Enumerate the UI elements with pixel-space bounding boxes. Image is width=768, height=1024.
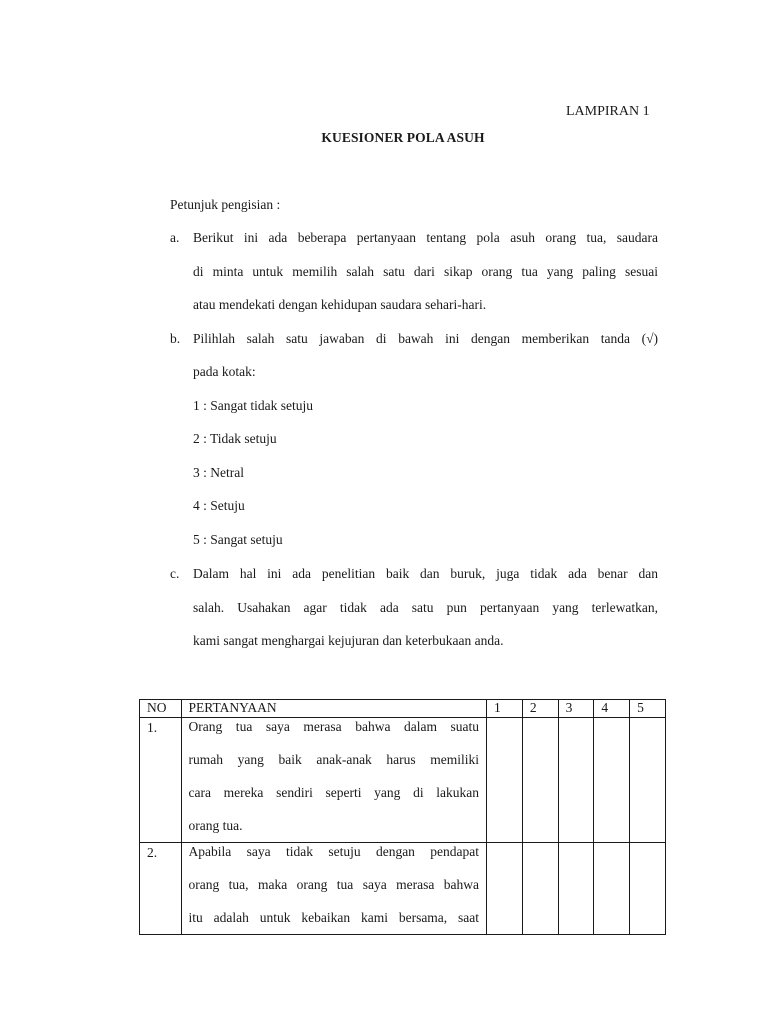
scale-item-2: 2 : Tidak setuju <box>193 431 277 446</box>
question-line: Apabila saya tidak setuju dengan pendapat <box>188 844 480 859</box>
scale-item-3: 3 : Netral <box>193 465 244 480</box>
row-number: 2. <box>140 843 182 935</box>
instruction-c-line-3: kami sangat menghargai kejujuran dan keterbukaan anda. <box>193 633 504 648</box>
header-scale-4: 4 <box>594 700 630 718</box>
answer-box-2[interactable] <box>522 718 558 843</box>
question-line: orang tua. <box>188 818 243 833</box>
questionnaire-table <box>139 699 666 935</box>
scale-item-1: 1 : Sangat tidak setuju <box>193 398 313 413</box>
instructions-heading: Petunjuk pengisian : <box>170 197 281 212</box>
instruction-a-line-1: Berikut ini ada beberapa pertanyaan tentang pola asuh orang tua, saudara <box>193 230 658 245</box>
table-row <box>140 718 666 843</box>
answer-box-3[interactable] <box>558 718 594 843</box>
answer-box-1[interactable] <box>487 843 523 935</box>
scale-item-4: 4 : Setuju <box>193 498 245 513</box>
scale-item-5: 5 : Sangat setuju <box>193 532 283 547</box>
instruction-a-line-2: di minta untuk memilih salah satu dari sikap orang tua yang paling sesuai <box>193 264 658 279</box>
table-row <box>140 843 666 935</box>
instruction-b-line-2: pada kotak: <box>193 364 256 379</box>
header-scale-5: 5 <box>630 700 666 718</box>
header-no: NO <box>140 700 182 718</box>
answer-box-5[interactable] <box>630 718 666 843</box>
question-line: Orang tua saya merasa bahwa dalam suatu <box>188 719 480 734</box>
question-text <box>181 718 487 843</box>
answer-box-2[interactable] <box>522 843 558 935</box>
answer-box-5[interactable] <box>630 843 666 935</box>
answer-box-4[interactable] <box>594 718 630 843</box>
instruction-a-line-3: atau mendekati dengan kehidupan saudara sehari-hari. <box>193 297 487 312</box>
header-scale-2: 2 <box>522 700 558 718</box>
question-line: cara mereka sendiri seperti yang di lakukan <box>188 785 480 800</box>
answer-box-3[interactable] <box>558 843 594 935</box>
question-line: rumah yang baik anak-anak harus memiliki <box>188 752 480 767</box>
question-line: orang tua, maka orang tua saya merasa bahwa <box>188 877 480 892</box>
instruction-b-line-1: Pilihlah salah satu jawaban di bawah ini dengan memberikan tanda (√) <box>193 331 658 346</box>
instruction-c-line-2: salah. Usahakan agar tidak ada satu pun pertanyaan yang terlewatkan, <box>193 600 658 615</box>
question-text <box>181 843 487 935</box>
question-line: itu adalah untuk kebaikan kami bersama, saat <box>188 910 480 925</box>
instruction-c-marker: c. <box>170 566 180 581</box>
instruction-a-marker: a. <box>170 230 180 245</box>
answer-box-1[interactable] <box>487 718 523 843</box>
instruction-b-marker: b. <box>170 331 181 346</box>
appendix-label: LAMPIRAN 1 <box>566 104 650 119</box>
instruction-c-line-1: Dalam hal ini ada penelitian baik dan buruk, juga tidak ada benar dan <box>193 566 658 581</box>
row-number: 1. <box>140 718 182 843</box>
page-title <box>0 130 768 146</box>
header-scale-1: 1 <box>487 700 523 718</box>
page-title-text: KUESIONER POLA ASUH <box>321 130 485 145</box>
answer-box-4[interactable] <box>594 843 630 935</box>
header-question: PERTANYAAN <box>181 700 487 718</box>
header-scale-3: 3 <box>558 700 594 718</box>
